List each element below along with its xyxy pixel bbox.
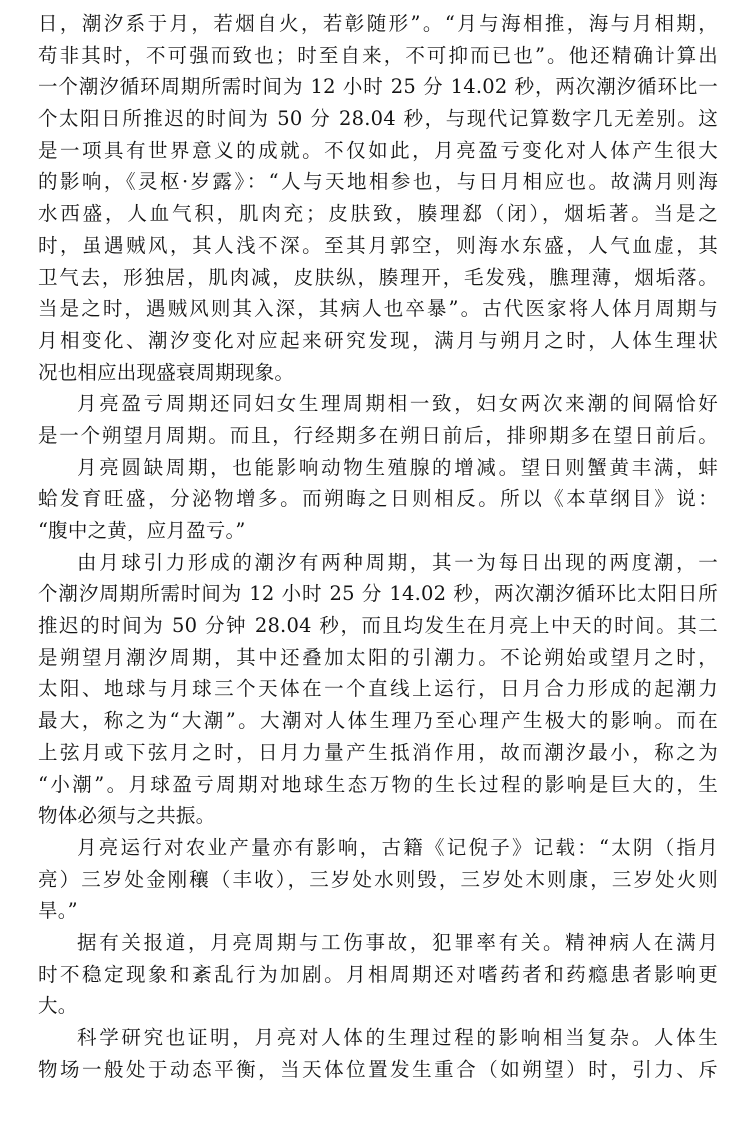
text-line: 大。 [38, 994, 78, 1018]
text-line: 水西盛，人血气积，肌肉充；皮肤致，腠理郄（闭），烟垢著。当是之 [38, 202, 718, 226]
text-line: 卫气去，形独居，肌肉减，皮肤纵，腠理开，毛发残，膲理薄，烟垢落。 [38, 265, 718, 289]
paragraph-first-line: 由月球引力形成的潮汐有两种周期，其一为每日出现的两度潮，一 [77, 550, 718, 574]
text-line: 是朔望月潮汐周期，其中还叠加太阳的引潮力。不论朔始或望月之时， [38, 645, 718, 669]
text-line: “小潮”。月球盈亏周期对地球生态万物的生长过程的影响是巨大的，生 [38, 772, 718, 796]
body-text [38, 8, 718, 1085]
text-line: 时不稳定现象和紊乱行为加剧。月相周期还对嗜药者和药瘾患者影响更 [38, 962, 718, 986]
text-line: 的影响，《灵枢·岁露》：“人与天地相参也，与日月相应也。故满月则海 [38, 170, 718, 194]
text-line: 苟非其时，不可强而致也；时至自来，不可抑而已也”。他还精确计算出 [38, 43, 718, 67]
text-line: 月相变化、潮汐变化对应起来研究发现，满月与朔月之时，人体生理状 [38, 328, 718, 352]
text-line: 旱。” [38, 899, 78, 923]
text-line: 太阳、地球与月球三个天体在一个直线上运行，日月合力形成的起潮力 [38, 677, 718, 701]
text-line: 时，虽遇贼风，其人浅不深。至其月郭空，则海水东盛，人气血虚，其 [38, 233, 718, 257]
text-line: 个潮汐周期所需时间为 12 小时 25 分 14.02 秒，两次潮汐循环比太阳日所 [38, 582, 718, 606]
paragraph-first-line: 科学研究也证明，月亮对人体的生理过程的影响相当复杂。人体生 [77, 1026, 718, 1049]
text-line: 是一个朔望月周期。而且，行经期多在朔日前后，排卵期多在望日前后。 [38, 423, 718, 447]
text-line: 亮）三岁处金刚穰（丰收），三岁处水则毁，三岁处木则康，三岁处火则 [38, 867, 718, 891]
text-line: 物体必须与之共振。 [38, 804, 216, 828]
text-line: 当是之时，遇贼风则其入深，其病人也卒暴”。古代医家将人体月周期与 [38, 297, 718, 321]
text-line: 物场一般处于动态平衡，当天体位置发生重合（如朔望）时，引力、斥 [38, 1057, 718, 1081]
text-line: 蛤发育旺盛，分泌物增多。而朔晦之日则相反。所以《本草纲目》说： [38, 487, 718, 511]
paragraph-first-line: 月亮圆缺周期，也能影响动物生殖腺的增减。望日则蟹黄丰满，蚌 [77, 455, 718, 479]
text-line: 个太阳日所推迟的时间为 50 分 28.04 秒，与现代记算数字几无差别。这 [38, 107, 718, 131]
text-line: 最大，称之为“大潮”。大潮对人体生理乃至心理产生极大的影响。而在 [38, 709, 718, 733]
text-line: 是一项具有世界意义的成就。不仅如此，月亮盈亏变化对人体产生很大 [38, 138, 718, 162]
paragraph-first-line: 月亮盈亏周期还同妇女生理周期相一致，妇女两次来潮的间隔恰好 [77, 392, 718, 416]
paragraph-first-line: 据有关报道，月亮周期与工伤事故，犯罪率有关。精神病人在满月 [77, 930, 718, 954]
text-line: 上弦月或下弦月之时，日月力量产生抵消作用，故而潮汐最小，称之为 [38, 740, 718, 764]
text-line: “腹中之黄，应月盈亏。” [38, 519, 246, 542]
text-line: 一个潮汐循环周期所需时间为 12 小时 25 分 14.02 秒，两次潮汐循环比一 [38, 75, 718, 99]
text-line: 日，潮汐系于月，若烟自火，若彰随形”。“月与海相推，海与月相期， [38, 12, 718, 35]
text-line: 推迟的时间为 50 分钟 28.04 秒，而且均发生在月亮上中天的时间。其二 [38, 614, 718, 638]
paragraph-first-line: 月亮运行对农业产量亦有影响，古籍《记倪子》记载：“太阴（指月 [77, 835, 718, 859]
text-line: 况也相应出现盛衰周期现象。 [38, 360, 295, 384]
